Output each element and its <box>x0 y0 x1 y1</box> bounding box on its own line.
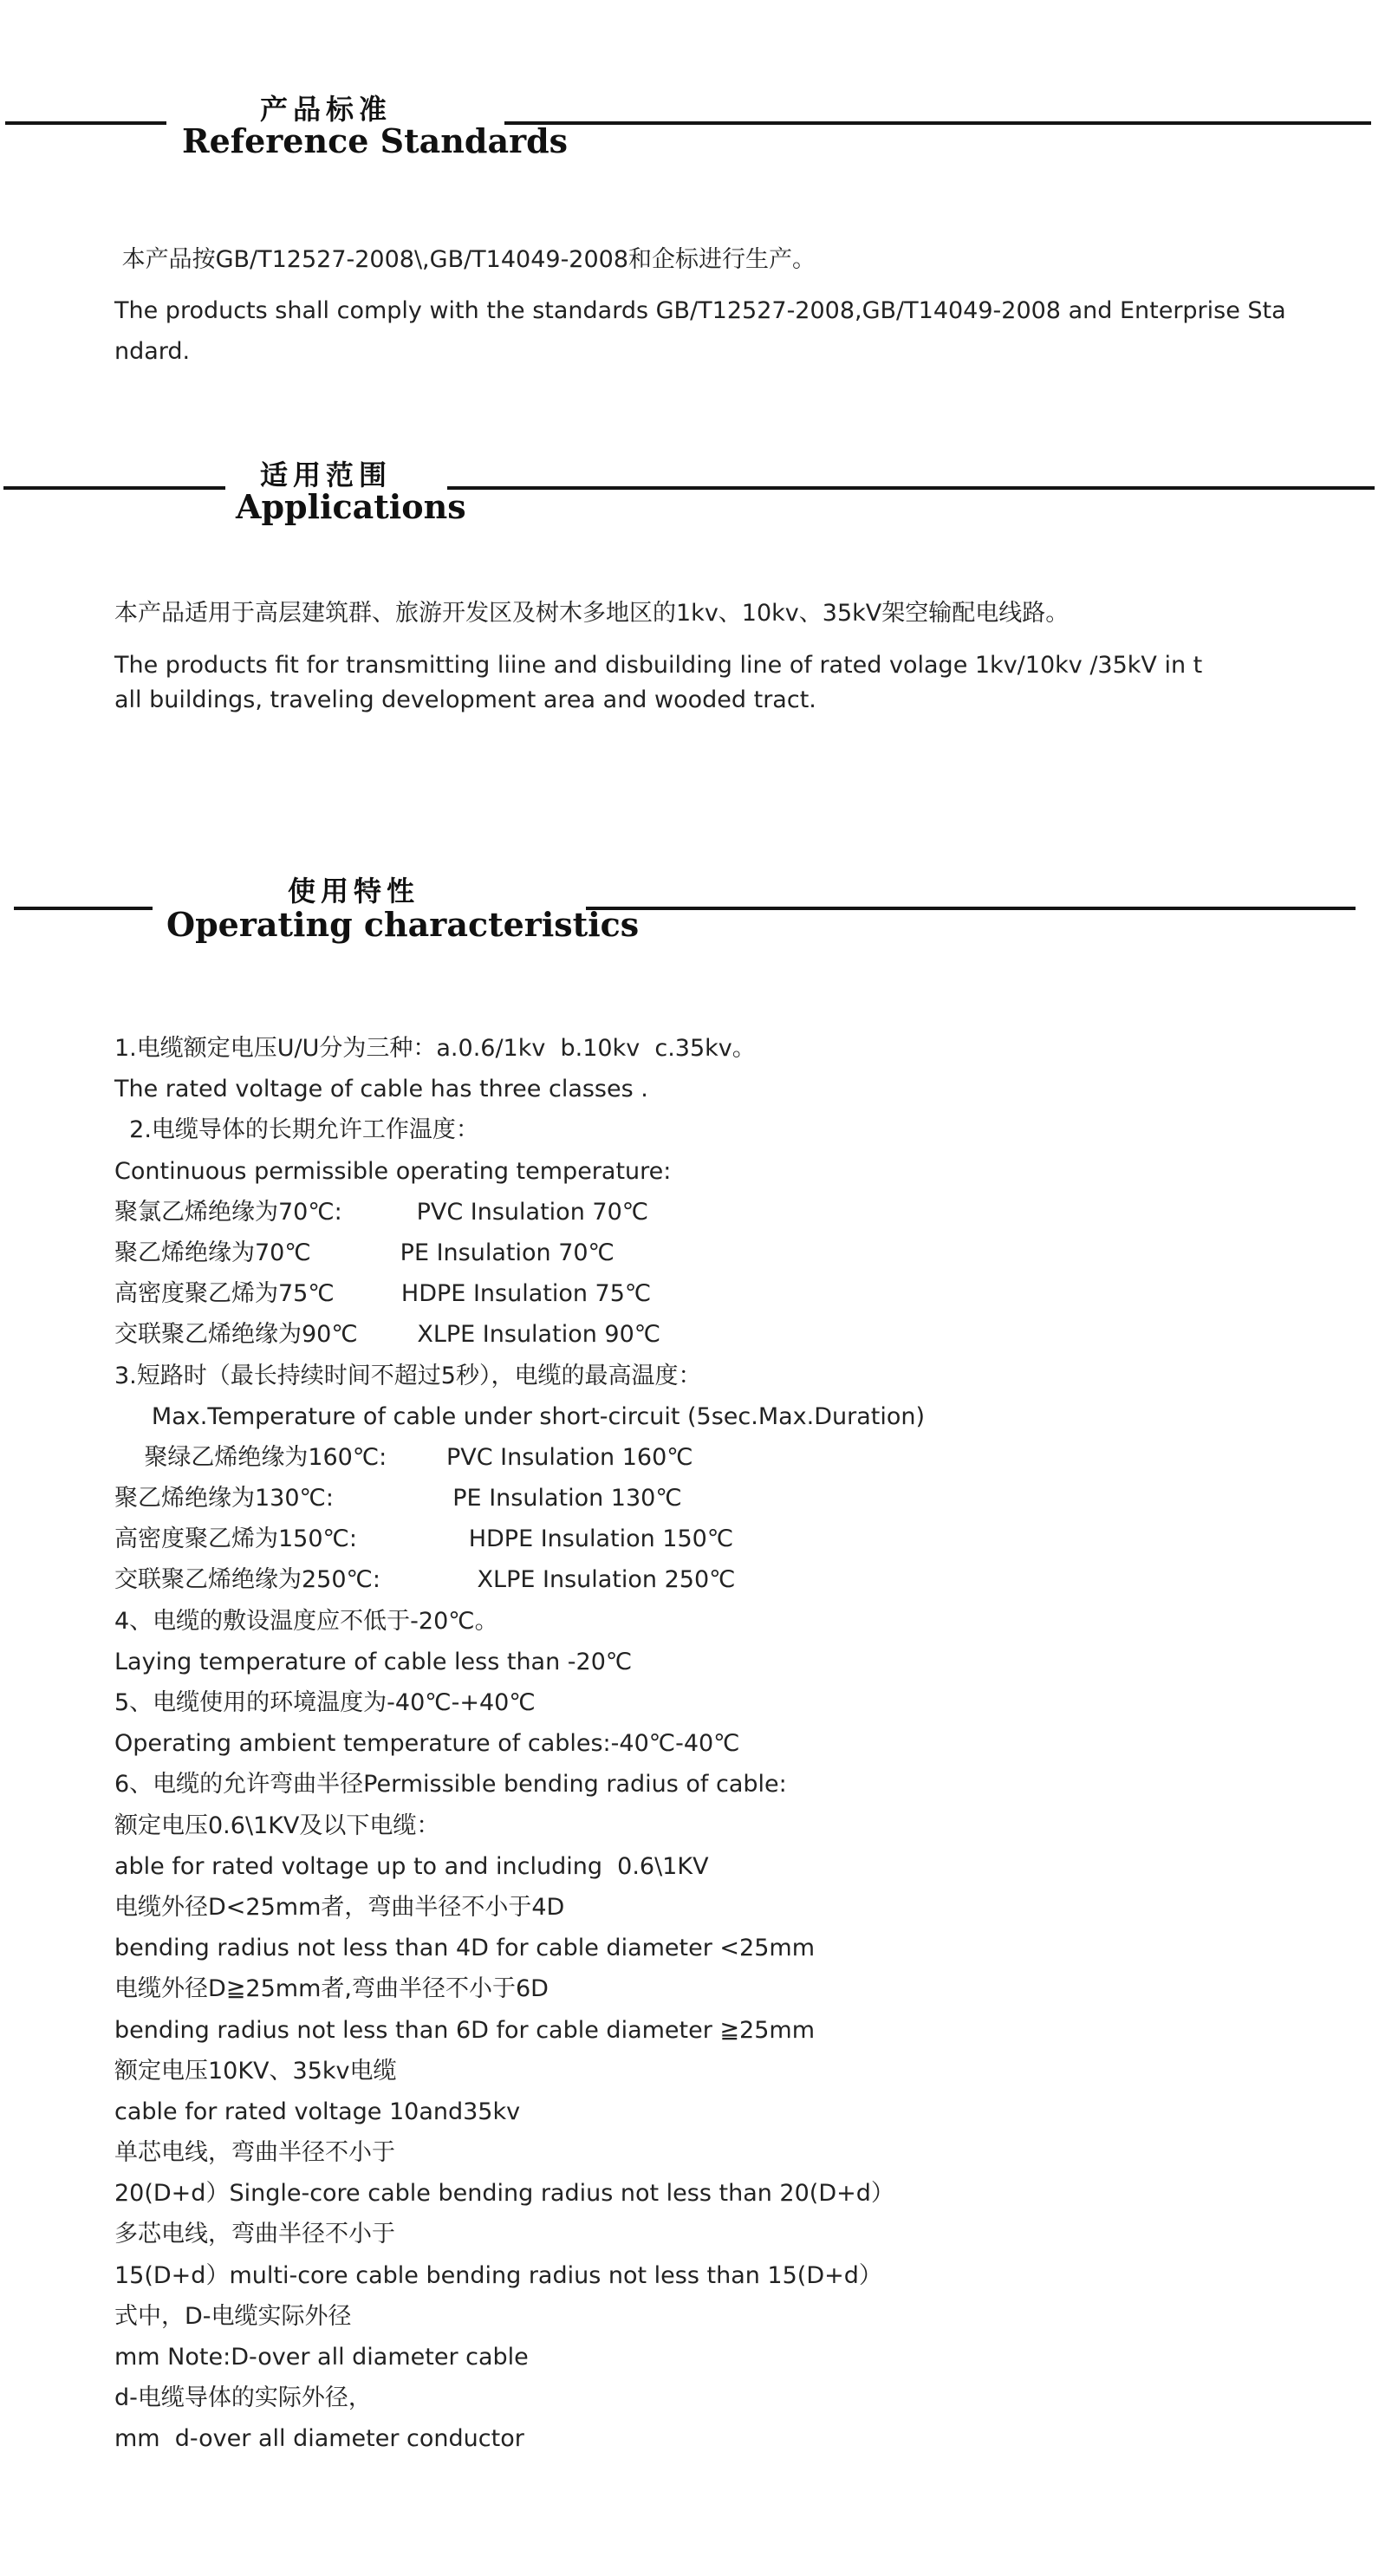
operating-line: bending radius not less than 4D for cable diameter <25mm <box>114 1935 815 1962</box>
operating-characteristics-list <box>114 1028 925 2460</box>
applications-rule-right <box>447 486 1375 490</box>
operating-line: 交联聚乙烯绝缘为250℃: XLPE Insulation 250℃ <box>114 1566 736 1594</box>
applications-rule-left <box>3 486 225 490</box>
operating-line: d-电缆导体的实际外径， <box>114 2384 372 2412</box>
operating-line: 聚乙烯绝缘为70℃ PE Insulation 70℃ <box>114 1239 614 1266</box>
applications-title-en: Applications <box>236 487 466 526</box>
operating-line: 多芯电线，弯曲半径不小于 <box>114 2221 395 2248</box>
operating-line: 聚乙烯绝缘为130℃: PE Insulation 130℃ <box>114 1485 682 1512</box>
applications-line-en-1: The products fit for transmitting liine and disbuilding line of rated volage 1kv/10kv /35kV in t <box>114 652 1203 679</box>
applications-title-cn: 适用范围 <box>260 459 393 491</box>
operating-line: cable for rated voltage 10and35kv <box>114 2098 521 2125</box>
operating-line: The rated voltage of cable has three classes . <box>114 1076 648 1103</box>
operating-rule-left <box>14 907 153 910</box>
operating-heading <box>166 875 640 944</box>
operating-line: 电缆外径D≧25mm者,弯曲半径不小于6D <box>114 1975 549 2003</box>
applications-heading <box>236 461 466 524</box>
operating-line: bending radius not less than 6D for cable diameter ≧25mm <box>114 2016 815 2044</box>
operating-line: 聚氯乙烯绝缘为70℃: PVC Insulation 70℃ <box>114 1198 649 1226</box>
operating-line: 高密度聚乙烯为150℃: HDPE Insulation 150℃ <box>114 1525 734 1553</box>
operating-line: 1.电缆额定电压U/U分为三种：a.0.6/1kv b.10kv c.35kv。 <box>114 1035 756 1062</box>
standards-rule-left <box>5 121 166 125</box>
standards-rule-right <box>504 121 1371 125</box>
standards-heading <box>182 95 568 158</box>
applications-line-cn: 本产品适用于高层建筑群、旅游开发区及树木多地区的1kv、10kv、35kV架空输配电线路。 <box>114 600 1070 627</box>
operating-line: 3.短路时（最长持续时间不超过5秒），电缆的最高温度： <box>114 1362 702 1389</box>
operating-rule-right <box>586 907 1356 910</box>
operating-line: 单芯电线，弯曲半径不小于 <box>114 2139 395 2167</box>
standards-title-cn: 产品标准 <box>260 93 393 126</box>
operating-line: Continuous permissible operating temperature: <box>114 1157 672 1185</box>
operating-title-cn: 使用特性 <box>288 875 420 907</box>
operating-line: 电缆外径D<25mm者，弯曲半径不小于4D <box>114 1893 565 1921</box>
operating-line: mm Note:D-over all diameter cable <box>114 2344 529 2371</box>
applications-line-en-2: all buildings, traveling development area and wooded tract. <box>114 686 816 713</box>
standards-line-en-2: ndard. <box>114 338 191 365</box>
operating-line: mm d-over all diameter conductor <box>114 2425 524 2453</box>
operating-line: 5、电缆使用的环境温度为-40℃-+40℃ <box>114 1689 536 1716</box>
operating-title-en: Operating characteristics <box>166 905 640 944</box>
standards-body <box>114 239 1286 372</box>
operating-line: Max.Temperature of cable under short-circuit (5sec.Max.Duration) <box>114 1402 926 1430</box>
operating-line: 额定电压0.6\1KV及以下电缆： <box>114 1812 440 1839</box>
operating-line: Laying temperature of cable less than -20℃ <box>114 1648 633 1675</box>
operating-line: 式中，D-电缆实际外径 <box>114 2302 352 2330</box>
operating-line: 4、电缆的敷设温度应不低于-20℃。 <box>114 1607 498 1635</box>
operating-line: 6、电缆的允许弯曲半径Permissible bending radius of cable: <box>114 1771 787 1799</box>
operating-line: Operating ambient temperature of cables:-40℃-40℃ <box>114 1730 740 1758</box>
operating-line: 聚绿乙烯绝缘为160℃: PVC Insulation 160℃ <box>114 1443 693 1471</box>
operating-line: 20(D+d）Single-core cable bending radius not less than 20(D+d） <box>114 2180 894 2208</box>
operating-line: 2.电缆导体的长期允许工作温度： <box>114 1116 479 1144</box>
standards-line-en-1: The products shall comply with the standards GB/T12527-2008,GB/T14049-2008 and Enterprise Sta <box>114 297 1286 324</box>
standards-line-cn: 本产品按GB/T12527-2008\,GB/T14049-2008和企标进行生产。 <box>114 246 816 273</box>
operating-line: 15(D+d）multi-core cable bending radius not less than 15(D+d） <box>114 2261 882 2289</box>
standards-title-en: Reference Standards <box>182 121 569 160</box>
operating-line: 交联聚乙烯绝缘为90℃ XLPE Insulation 90℃ <box>114 1321 661 1349</box>
operating-line: able for rated voltage up to and including 0.6\1KV <box>114 1852 709 1880</box>
operating-line: 额定电压10KV、35kv电缆 <box>114 2057 397 2085</box>
applications-body <box>114 596 1202 718</box>
operating-line: 高密度聚乙烯为75℃ HDPE Insulation 75℃ <box>114 1280 652 1308</box>
